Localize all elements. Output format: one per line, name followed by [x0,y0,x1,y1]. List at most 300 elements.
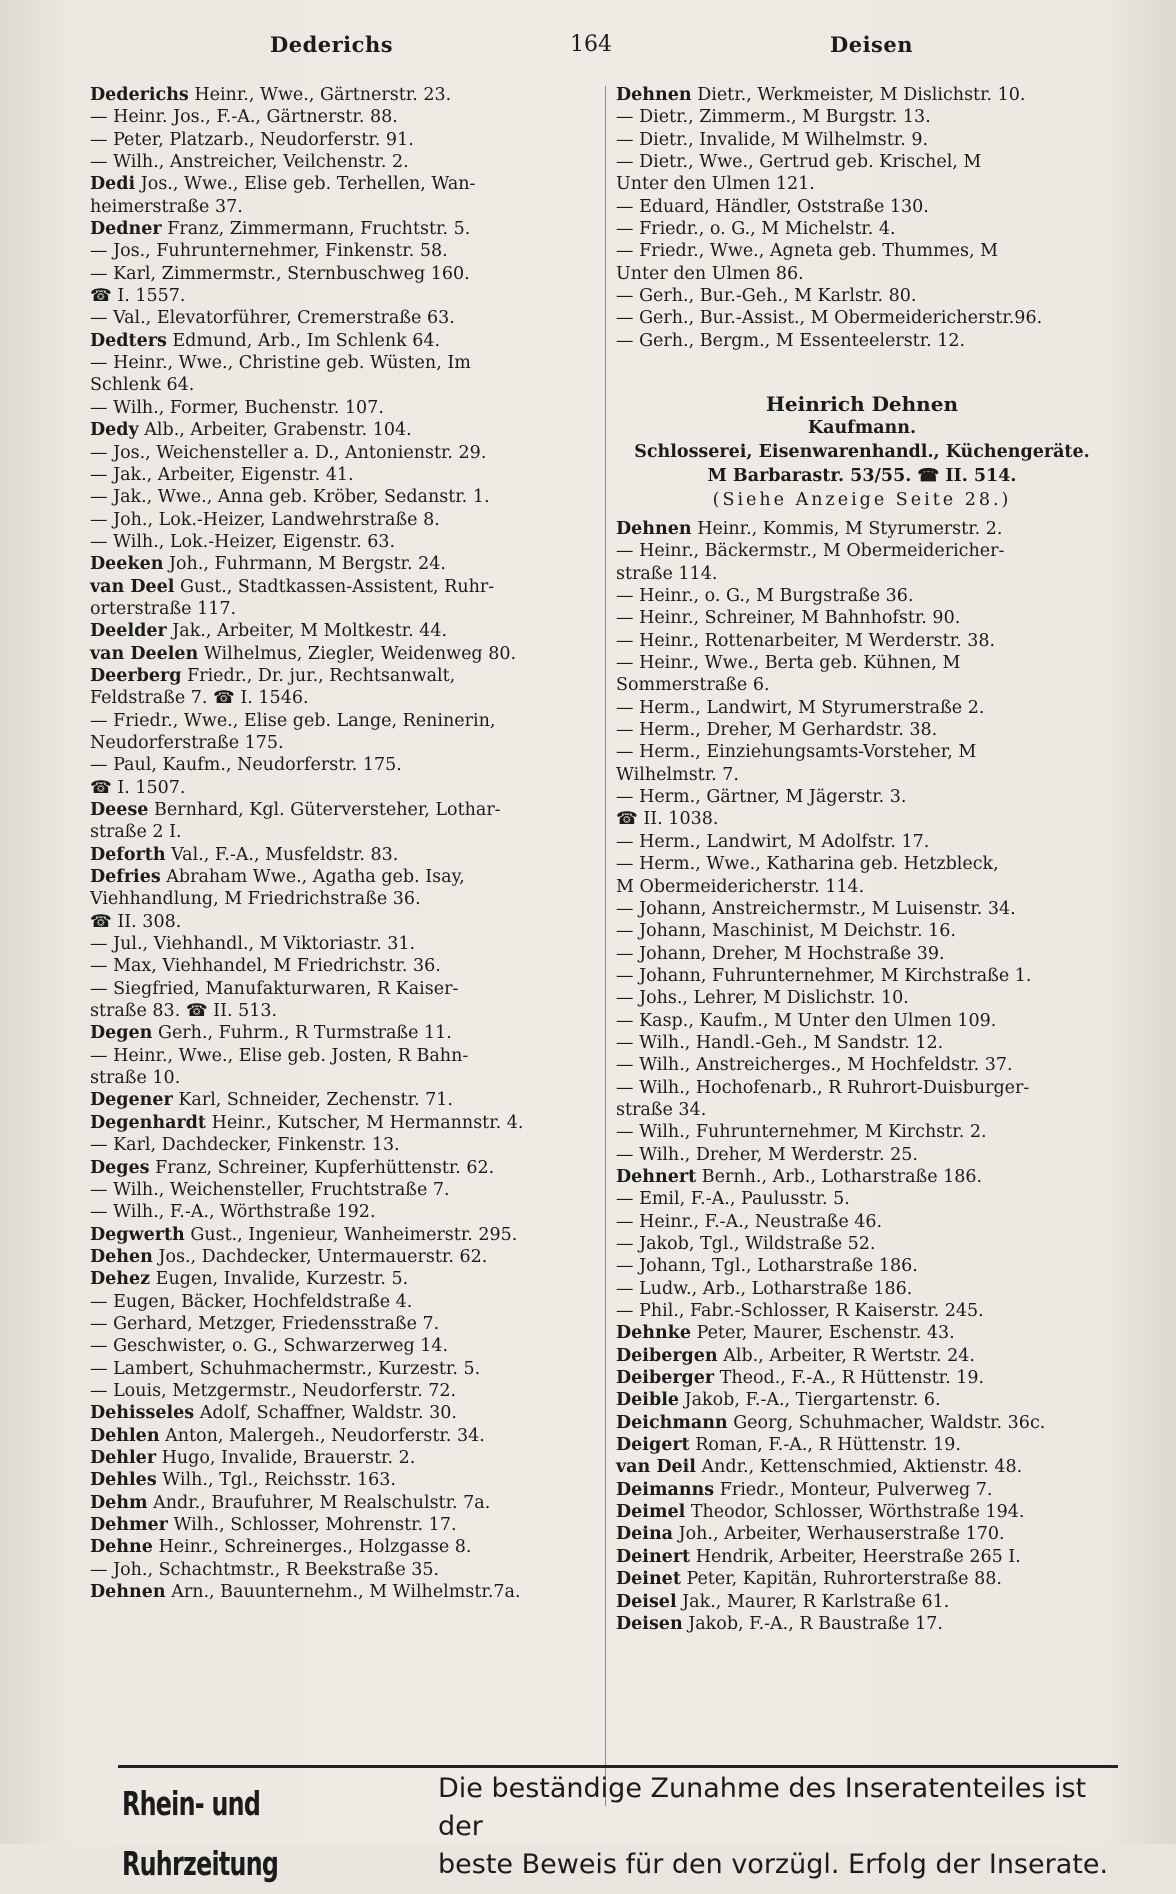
entry-surname: Dehen [90,1246,153,1267]
directory-entry [90,84,590,106]
directory-entry [90,777,590,799]
directory-entry [90,821,590,843]
entry-surname: Deinet [616,1569,681,1590]
directory-entry [616,1099,1108,1121]
entry-details: ☎ I. 1507. [90,777,186,798]
entry-details: — Wilh., Lok.-Heizer, Eigenstr. 63. [90,531,396,552]
entry-surname: Deimanns [616,1479,715,1500]
entry-surname: Deigert [616,1435,690,1456]
entry-surname: Deibergen [616,1345,718,1366]
entry-details: Heinr., Wwe., Gärtnerstr. 23. [188,85,452,105]
directory-entry [90,1022,590,1044]
entry-details: Neudorferstraße 175. [90,732,284,753]
entry-surname: Deges [90,1157,150,1178]
entry-surname: Deisel [616,1591,677,1612]
entry-details: Theod., F.-A., R Hüttenstr. 19. [714,1368,985,1389]
directory-entry [616,1434,1108,1456]
entry-details: Jos., Dachdecker, Untermauerstr. 62. [152,1246,488,1267]
directory-entry [616,808,1108,830]
entry-surname: Degener [90,1090,173,1111]
directory-entry [90,844,590,866]
entry-details: Wilh., Schlosser, Mohrenstr. 17. [167,1515,457,1535]
directory-entry [616,240,1108,262]
entry-details: straße 83. ☎ II. 513. [90,1001,278,1022]
entry-details: Jakob, F.-A., R Baustraße 17. [682,1613,943,1634]
ad-name: Heinrich Dehnen [766,392,958,416]
directory-entry [90,263,590,285]
entry-details: — Wilh., F.-A., Wörthstraße 192. [90,1202,376,1223]
directory-entry [90,598,590,620]
directory-entry [616,1591,1108,1613]
directory-entry [616,1613,1108,1635]
directory-entry [90,531,590,553]
entry-details: — Karl, Dachdecker, Finkenstr. 13. [90,1135,400,1156]
entry-details: Val., F.-A., Musfeldstr. 83. [165,844,399,865]
directory-entry [616,1010,1108,1032]
directory-entry [616,965,1108,987]
entry-details: Andr., Kettenschmied, Aktienstr. 48. [695,1457,1023,1478]
ad-title: Kaufmann. [807,418,917,438]
entry-details: — Herm., Landwirt, M Adolfstr. 17. [616,831,930,852]
entry-details: — Friedr., Wwe., Agneta geb. Thummes, M [616,241,999,262]
directory-entry [90,419,590,441]
entry-details: — Heinr., Wwe., Berta geb. Kühnen, M [616,653,961,674]
entry-details: Abraham Wwe., Agatha geb. Isay, [160,867,465,888]
entry-details: Peter, Maurer, Eschenstr. 43. [691,1323,955,1344]
entry-details: — Max, Viehhandel, M Friedrichstr. 36. [90,956,441,977]
entry-details: ☎ I. 1557. [90,286,186,307]
directory-entry [90,129,590,151]
entry-details: Karl, Schneider, Zechenstr. 71. [172,1090,453,1111]
entry-details: — Wilh., Weichensteller, Fruchtstraße 7. [90,1179,450,1200]
directory-entry [616,1054,1108,1076]
entry-details: — Wilh., Dreher, M Werderstr. 25. [616,1144,918,1165]
directory-entry [90,464,590,486]
entry-details: — Heinr., Wwe., Elise geb. Josten, R Bahn- [90,1045,469,1066]
entry-surname: Deese [90,800,149,820]
entry-details: — Friedr., o. G., M Michelstr. 4. [616,219,896,240]
directory-entry [616,218,1108,240]
entry-details: — Jul., Viehhandl., M Viktoriastr. 31. [90,934,416,955]
entry-surname: Dederichs [90,85,189,105]
entry-details: Georg, Schuhmacher, Waldstr. 36c. [727,1412,1046,1433]
entry-details: straße 10. [90,1068,181,1089]
directory-entry [616,876,1108,898]
entry-details: — Heinr., Wwe., Christine geb. Wüsten, Im [90,353,471,374]
directory-entry [616,563,1108,585]
entry-details: — Ludw., Arb., Lotharstraße 186. [616,1278,913,1299]
entry-details: — Jak., Arbeiter, Eigenstr. 41. [90,464,354,485]
entry-details: — Heinr., Schreiner, M Bahnhofstr. 90. [616,608,961,629]
entry-details: Jak., Arbeiter, M Moltkestr. 44. [166,621,448,642]
entry-surname: Dehnert [616,1166,697,1187]
directory-entry [90,665,590,687]
directory-entry [90,1335,590,1357]
directory-entry [616,943,1108,965]
directory-entry [90,1291,590,1313]
entry-details: — Eduard, Händler, Oststraße 130. [616,196,929,217]
directory-entry [616,1412,1108,1434]
entry-details: — Louis, Metzgermstr., Neudorferstr. 72. [90,1380,457,1401]
entry-details: Roman, F.-A., R Hüttenstr. 19. [689,1435,961,1456]
entry-surname: Deisen [616,1613,683,1634]
entry-surname: Dedters [90,330,167,351]
entry-details: straße 114. [616,563,718,584]
directory-entry [616,151,1108,173]
entry-surname: van Deel [90,576,175,597]
directory-entry [90,1514,590,1536]
entry-details: Edmund, Arb., Im Schlenk 64. [166,330,441,351]
directory-entry [616,1233,1108,1255]
directory-entry [90,240,590,262]
directory-entry [90,978,590,1000]
entry-details: Alb., Arbeiter, Grabenstr. 104. [138,420,412,441]
directory-entry [616,1345,1108,1367]
entry-surname: Dehnen [616,519,692,539]
entry-surname: Dehne [90,1537,153,1558]
directory-entry [616,630,1108,652]
entry-details: Arn., Bauunternehm., M Wilhelmstr.7a. [165,1582,521,1603]
entry-surname: Dehnen [616,85,692,105]
directory-entry [90,1380,590,1402]
entry-details: — Karl, Zimmermstr., Sternbuschweg 160. [90,263,470,284]
directory-entry [90,576,590,598]
entry-details: Heinr., Kommis, M Styrumerstr. 2. [691,519,1003,539]
directory-entry [90,1246,590,1268]
entry-surname: Deible [616,1390,679,1411]
entry-details: — Wilh., Hochofenarb., R Ruhrort-Duisburger- [616,1077,1030,1098]
directory-entry [616,920,1108,942]
entry-surname: Dehez [90,1269,151,1290]
entry-details: — Jos., Fuhrunternehmer, Finkenstr. 58. [90,241,448,262]
directory-entry [616,84,1108,106]
directory-entry [616,786,1108,808]
directory-entry [90,1425,590,1447]
entry-details: Wilhelmstr. 7. [616,764,739,785]
entry-details: — Herm., Einziehungsamts-Vorsteher, M [616,742,977,763]
entry-details: Jak., Maurer, R Karlstraße 61. [676,1591,950,1612]
entry-details: Eugen, Invalide, Kurzestr. 5. [150,1269,409,1290]
entry-details: — Jakob, Tgl., Wildstraße 52. [616,1234,876,1254]
directory-entry [90,509,590,531]
entry-surname: Dehnke [616,1323,692,1344]
directory-entry [616,1389,1108,1411]
entry-details: ☎ II. 1038. [616,809,719,830]
entry-details: ☎ II. 308. [90,911,182,932]
directory-entry [616,697,1108,719]
entry-surname: Dedi [90,174,136,195]
entry-details: straße 34. [616,1099,707,1120]
entry-details: — Wilh., Anstreicherges., M Hochfeldstr. 37. [616,1055,1013,1076]
directory-entry [616,1523,1108,1545]
directory-entry [90,1536,590,1558]
entry-details: — Heinr. Jos., F.-A., Gärtnerstr. 88. [90,107,398,128]
directory-entry [90,218,590,240]
entry-surname: Dehnen [90,1582,166,1603]
directory-entry [90,687,590,709]
directory-entry [90,196,590,218]
directory-entry [616,1367,1108,1389]
directory-entry [90,1045,590,1067]
column-divider [605,86,606,1806]
entry-surname: van Deelen [90,643,199,664]
directory-entry [616,1501,1108,1523]
directory-entry [616,1300,1108,1322]
entry-details: — Emil, F.-A., Paulusstr. 5. [616,1189,850,1210]
directory-entry [90,486,590,508]
entry-surname: Deiberger [616,1368,715,1389]
directory-entry [616,585,1108,607]
directory-entry [616,719,1108,741]
entry-surname: Degenhardt [90,1112,207,1133]
directory-entry [90,1492,590,1514]
banner-slogan [438,1770,1138,1884]
entry-details: Gust., Stadtkassen-Assistent, Ruhr- [174,576,495,597]
directory-entry [616,853,1108,875]
directory-entry [616,1188,1108,1210]
entry-details: — Dietr., Wwe., Gertrud geb. Krischel, M [616,152,982,173]
directory-entry [616,173,1108,195]
directory-entry [90,866,590,888]
entry-details: — Wilh., Handl.-Geh., M Sandstr. 12. [616,1032,944,1053]
directory-entry [616,540,1108,562]
directory-entry [616,987,1108,1009]
entry-details: — Gerh., Bergm., M Essenteelerstr. 12. [616,330,966,351]
directory-entry [616,1032,1108,1054]
entry-details: Unter den Ulmen 86. [616,263,804,284]
directory-entry [616,607,1108,629]
directory-entry [90,643,590,665]
entry-details: — Johann, Maschinist, M Deichstr. 16. [616,921,956,942]
directory-entry [90,1201,590,1223]
directory-entry [90,1157,590,1179]
entry-details: — Kasp., Kaufm., M Unter den Ulmen 109. [616,1010,997,1031]
entry-details: Joh., Fuhrmann, M Bergstr. 24. [163,554,446,575]
entry-details: Wilh., Tgl., Reichsstr. 163. [156,1470,396,1491]
entry-surname: Dedner [90,219,162,240]
entry-surname: Defries [90,867,161,888]
entry-details: Jos., Wwe., Elise geb. Terhellen, Wan- [135,174,476,195]
directory-entry [90,1358,590,1380]
entry-surname: van Deil [616,1457,696,1478]
directory-entry [616,307,1108,329]
directory-entry [616,1456,1108,1478]
directory-entry [90,710,590,732]
entry-details: Dietr., Werkmeister, M Dislichstr. 10. [691,85,1026,105]
directory-entry [90,732,590,754]
directory-entry [90,1000,590,1022]
directory-entry [90,1447,590,1469]
entry-details: — Herm., Dreher, M Gerhardstr. 38. [616,720,938,741]
entry-details: Hugo, Invalide, Brauerstr. 2. [156,1447,416,1468]
banner-newspaper-title: Rhein- und Ruhrzeitung [122,1784,279,1883]
directory-entry [90,397,590,419]
left-column [90,84,590,1603]
entry-details: Schlenk 64. [90,375,195,396]
directory-entry [90,1089,590,1111]
entry-details: — Heinr., F.-A., Neustraße 46. [616,1211,883,1232]
entry-surname: Dehisseles [90,1403,195,1424]
entry-details: Franz, Schreiner, Kupferhüttenstr. 62. [149,1157,495,1178]
entry-details: — Johann, Tgl., Lotharstraße 186. [616,1256,918,1277]
entry-details: — Jos., Weichensteller a. D., Antonienstr. 29. [90,442,487,463]
entry-details: — Eugen, Bäcker, Hochfeldstraße 4. [90,1291,413,1312]
entry-surname: Deerberg [90,665,182,686]
entry-details: Theodor, Schlosser, Wörthstraße 194. [685,1502,1025,1523]
entry-details: Bernh., Arb., Lotharstraße 186. [696,1166,983,1187]
directory-entry [90,1112,590,1134]
entry-details: Jakob, F.-A., Tiergartenstr. 6. [678,1390,941,1411]
directory-entry [616,1568,1108,1590]
entry-details: — Gerhard, Metzger, Friedensstraße 7. [90,1313,440,1334]
directory-entry [616,1211,1108,1233]
directory-entry [616,898,1108,920]
directory-entry [616,1121,1108,1143]
page-number: 164 [570,32,612,57]
entry-details: — Heinr., Bäckermstr., M Obermeidericher- [616,541,1005,562]
entry-details: Joh., Arbeiter, Werhauserstraße 170. [673,1524,1005,1545]
entry-details: — Jak., Wwe., Anna geb. Kröber, Sedanstr. 1. [90,487,490,508]
entry-surname: Deina [616,1524,674,1545]
entry-details: Wilhelmus, Ziegler, Weidenweg 80. [198,643,517,664]
entry-surname: Deinert [616,1546,691,1567]
entry-details: Sommerstraße 6. [616,675,770,696]
entry-surname: Dehm [90,1492,148,1513]
entry-surname: Deelder [90,621,167,642]
entry-details: Franz, Zimmermann, Fruchtstr. 5. [161,219,471,240]
entry-details: — Heinr., Rottenarbeiter, M Werderstr. 38. [616,630,996,651]
directory-entry [90,620,590,642]
entry-details: — Friedr., Wwe., Elise geb. Lange, Reninerin, [90,710,496,731]
directory-entry [90,1067,590,1089]
directory-entry [90,1313,590,1335]
directory-entry [90,911,590,933]
entry-details: Viehhandlung, M Friedrichstraße 36. [90,889,421,910]
directory-entry [90,1469,590,1491]
directory-entry [90,285,590,307]
directory-entry [90,1134,590,1156]
banner-line-2: beste Beweis für den vorzügl. Erfolg der Inserate. [438,1849,1109,1880]
entry-details: — Val., Elevatorführer, Cremerstraße 63. [90,308,455,329]
directory-entry [90,173,590,195]
entry-details: — Johann, Dreher, M Hochstraße 39. [616,943,945,964]
entry-details: Alb., Arbeiter, R Wertstr. 24. [717,1345,975,1366]
entry-surname: Dehmer [90,1515,168,1535]
directory-entry [616,1077,1108,1099]
directory-entry [616,764,1108,786]
entry-details: Hendrik, Arbeiter, Heerstraße 265 I. [690,1546,1021,1567]
entry-details: Gust., Ingenieur, Wanheimerstr. 295. [184,1224,518,1245]
entry-details: Gerh., Fuhrm., R Turmstraße 11. [152,1023,452,1044]
header-left-keyword: Dederichs [270,32,394,57]
entry-details: — Gerh., Bur.-Geh., M Karlstr. 80. [616,286,917,307]
directory-entry [90,1179,590,1201]
directory-entry [90,330,590,352]
directory-entry [90,955,590,977]
entry-details: — Dietr., Zimmerm., M Burgstr. 13. [616,107,931,128]
entry-details: — Phil., Fabr.-Schlosser, R Kaiserstr. 245. [616,1301,984,1322]
entry-details: Feldstraße 7. ☎ I. 1546. [90,688,309,709]
entry-details: — Paul, Kaufm., Neudorferstr. 175. [90,755,402,776]
directory-entry [616,674,1108,696]
directory-entry [90,933,590,955]
ad-reference: (Siehe Anzeige Seite 28.) [712,490,1012,510]
entry-details: M Obermeidericherstr. 114. [616,876,865,897]
entry-details: — Herm., Landwirt, M Styrumerstraße 2. [616,697,985,718]
entry-surname: Dehlen [90,1425,160,1446]
entry-details: — Heinr., o. G., M Burgstraße 36. [616,586,914,607]
entry-surname: Deforth [90,844,166,865]
entry-details: — Gerh., Bur.-Assist., M Obermeidericherstr.96. [616,308,1043,329]
directory-entry [90,106,590,128]
entry-details: — Wilh., Anstreicher, Veilchenstr. 2. [90,152,409,173]
header-right-keyword: Deisen [830,32,914,57]
entry-details: — Johann, Fuhrunternehmer, M Kirchstraße 1. [616,965,1032,986]
directory-entry [616,1278,1108,1300]
entry-details: — Siegfried, Manufakturwaren, R Kaiser- [90,978,459,999]
directory-entry [90,352,590,374]
directory-entry [90,1559,590,1581]
entry-details: Friedr., Dr. jur., Rechtsanwalt, [181,665,456,686]
entry-details: Bernhard, Kgl. Güterversteher, Lothar- [148,800,501,820]
directory-entry [616,129,1108,151]
directory-entry [616,652,1108,674]
directory-entry [616,831,1108,853]
directory-entry [616,1546,1108,1568]
entry-details: — Peter, Platzarb., Neudorferstr. 91. [90,129,414,150]
banner-rule [118,1765,1118,1768]
directory-entry [616,1479,1108,1501]
directory-entry [90,151,590,173]
entry-details: — Herm., Wwe., Katharina geb. Hetzbleck, [616,854,999,875]
entry-surname: Deichmann [616,1412,728,1433]
directory-entry [616,1322,1108,1344]
entry-details: Andr., Braufuhrer, M Realschulstr. 7a. [147,1492,491,1513]
directory-entry [90,754,590,776]
ad-business: Schlosserei, Eisenwarenhandl., Küchengeräte. [634,442,1090,462]
directory-entry [90,888,590,910]
directory-entry [616,285,1108,307]
directory-entry [90,1581,590,1603]
directory-entry [616,518,1108,540]
entry-details: — Lambert, Schuhmachermstr., Kurzestr. 5. [90,1358,481,1379]
advertisement-box [616,392,1108,512]
right-column-top [616,84,1108,352]
entry-details: Adolf, Schaffner, Waldstr. 30. [194,1403,457,1424]
entry-details: Heinr., Kutscher, M Hermannstr. 4. [206,1112,524,1133]
entry-details: — Johann, Anstreichermstr., M Luisenstr. 34. [616,898,1016,919]
directory-entry [616,263,1108,285]
directory-entry [90,1268,590,1290]
directory-entry [90,442,590,464]
entry-surname: Dedy [90,420,139,441]
directory-entry [90,1224,590,1246]
entry-surname: Degen [90,1023,153,1044]
directory-entry [90,374,590,396]
directory-entry [616,741,1108,763]
entry-details: Friedr., Monteur, Pulverweg 7. [714,1479,993,1500]
entry-details: heimerstraße 37. [90,196,243,217]
entry-details: — Herm., Gärtner, M Jägerstr. 3. [616,787,907,808]
entry-surname: Deeken [90,554,164,575]
entry-details: — Johs., Lehrer, M Dislichstr. 10. [616,988,909,1009]
entry-details: Unter den Ulmen 121. [616,174,815,195]
entry-details: — Dietr., Invalide, M Wilhelmstr. 9. [616,129,929,150]
entry-details: — Wilh., Fuhrunternehmer, M Kirchstr. 2. [616,1122,987,1143]
entry-surname: Deimel [616,1502,686,1523]
entry-details: — Geschwister, o. G., Schwarzerweg 14. [90,1336,449,1357]
entry-surname: Dehler [90,1447,157,1468]
